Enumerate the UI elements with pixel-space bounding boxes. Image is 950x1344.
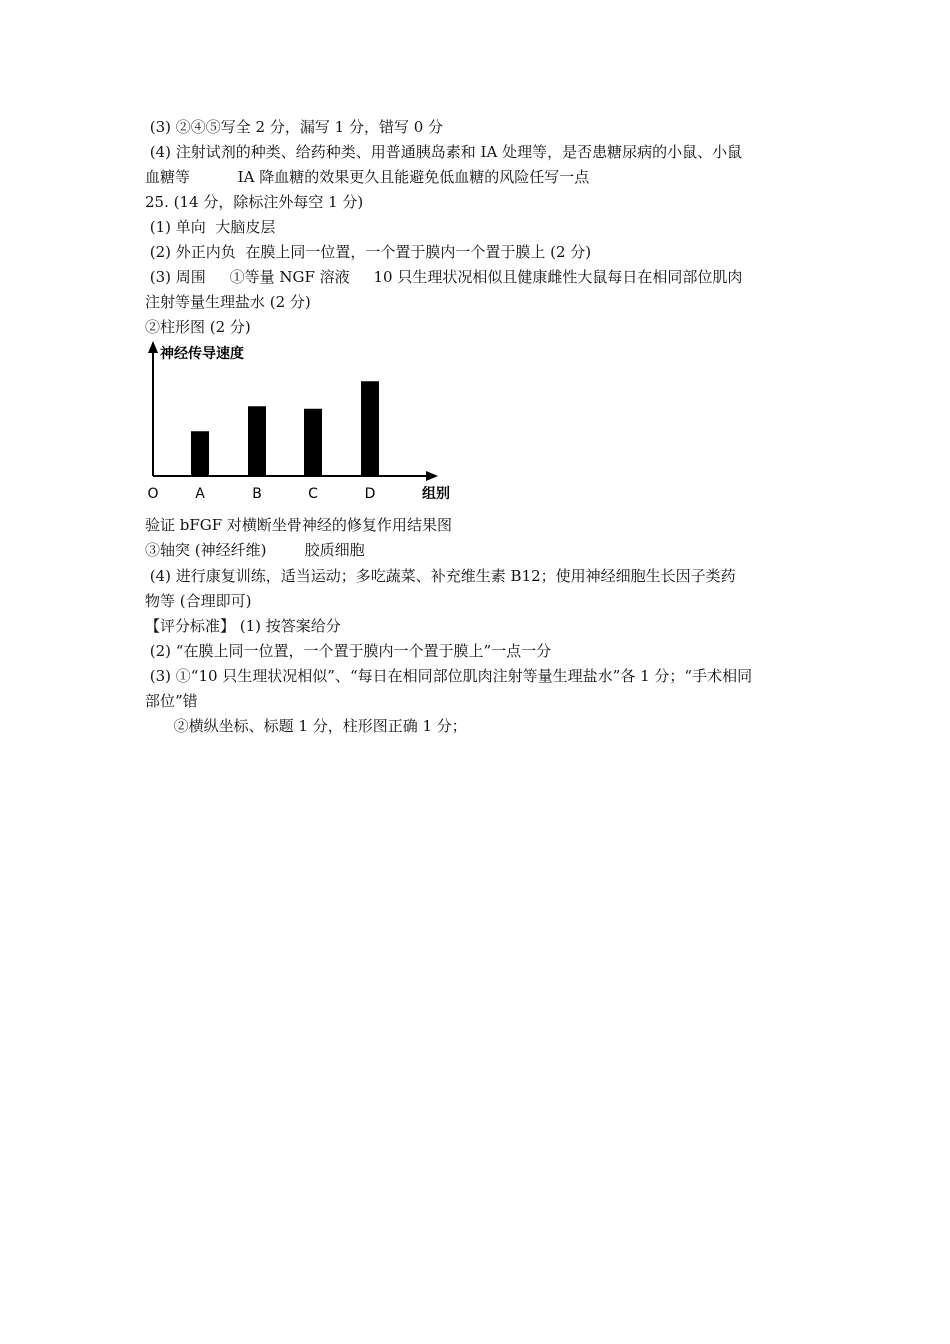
text-line-11: (4) 进行康复训练，适当运动；多吃蔬菜、补充维生素 B12；使用神经细胞生长因子类药 xyxy=(145,567,736,585)
text-line-2: (4) 注射试剂的种类、给药种类、用普通胰岛素和 IA 处理等，是否患糖尿病的小鼠、小鼠 xyxy=(145,143,743,161)
text-line-3: 血糖等 IA 降血糖的效果更久且能避免低血糖的风险任写一点 xyxy=(145,168,590,186)
text-line-5: (1) 单向 大脑皮层 xyxy=(145,218,276,236)
bar-chart xyxy=(140,338,460,510)
bar-C xyxy=(304,409,322,475)
x-tick-label-A: A xyxy=(195,486,205,502)
x-tick-label-D: D xyxy=(364,486,376,502)
x-tick-label-B: B xyxy=(252,486,262,502)
bar-B xyxy=(248,406,266,475)
text-line-8: 注射等量生理盐水 (2 分) xyxy=(145,293,311,311)
bar-A xyxy=(191,431,209,475)
bar-D xyxy=(361,381,379,475)
chart-caption: 验证 bFGF 对横断坐骨神经的修复作用结果图 xyxy=(145,516,452,534)
x-axis-arrow xyxy=(426,471,438,481)
y-axis-arrow xyxy=(148,341,158,353)
x-axis-label: 组别 xyxy=(422,486,450,502)
text-line-17: ②横纵坐标、标题 1 分，柱形图正确 1 分； xyxy=(145,717,467,735)
text-line-1: (3) ②④⑤写全 2 分，漏写 1 分，错写 0 分 xyxy=(145,118,444,136)
text-line-7: (3) 周围 ①等量 NGF 溶液 10 只生理状况相似且健康雌性大鼠每日在相同部位肌肉 xyxy=(145,268,743,286)
text-line-16: 部位”错 xyxy=(145,692,198,710)
y-axis-label: 神经传导速度 xyxy=(160,346,244,362)
text-line-14: (2) “在膜上同一位置，一个置于膜内一个置于膜上”一点一分 xyxy=(145,642,552,660)
text-line-6: (2) 外正内负 在膜上同一位置，一个置于膜内一个置于膜上 (2 分) xyxy=(145,243,592,261)
text-line-12: 物等 (合理即可) xyxy=(145,592,252,610)
text-line-10: ③轴突 (神经纤维) 胶质细胞 xyxy=(145,541,365,559)
text-line-15: (3) ①“10 只生理状况相似”、“每日在相同部位肌肉注射等量生理盐水”各 1 分；“手术相同 xyxy=(145,667,753,685)
x-tick-label-C: C xyxy=(308,486,318,502)
text-line-9: ②柱形图 (2 分) xyxy=(145,318,251,336)
origin-label: O xyxy=(147,486,159,502)
grading-standard-heading: 【评分标准】 (1) 按答案给分 xyxy=(145,617,341,635)
question-25-heading: 25. (14 分，除标注外每空 1 分) xyxy=(145,193,364,211)
